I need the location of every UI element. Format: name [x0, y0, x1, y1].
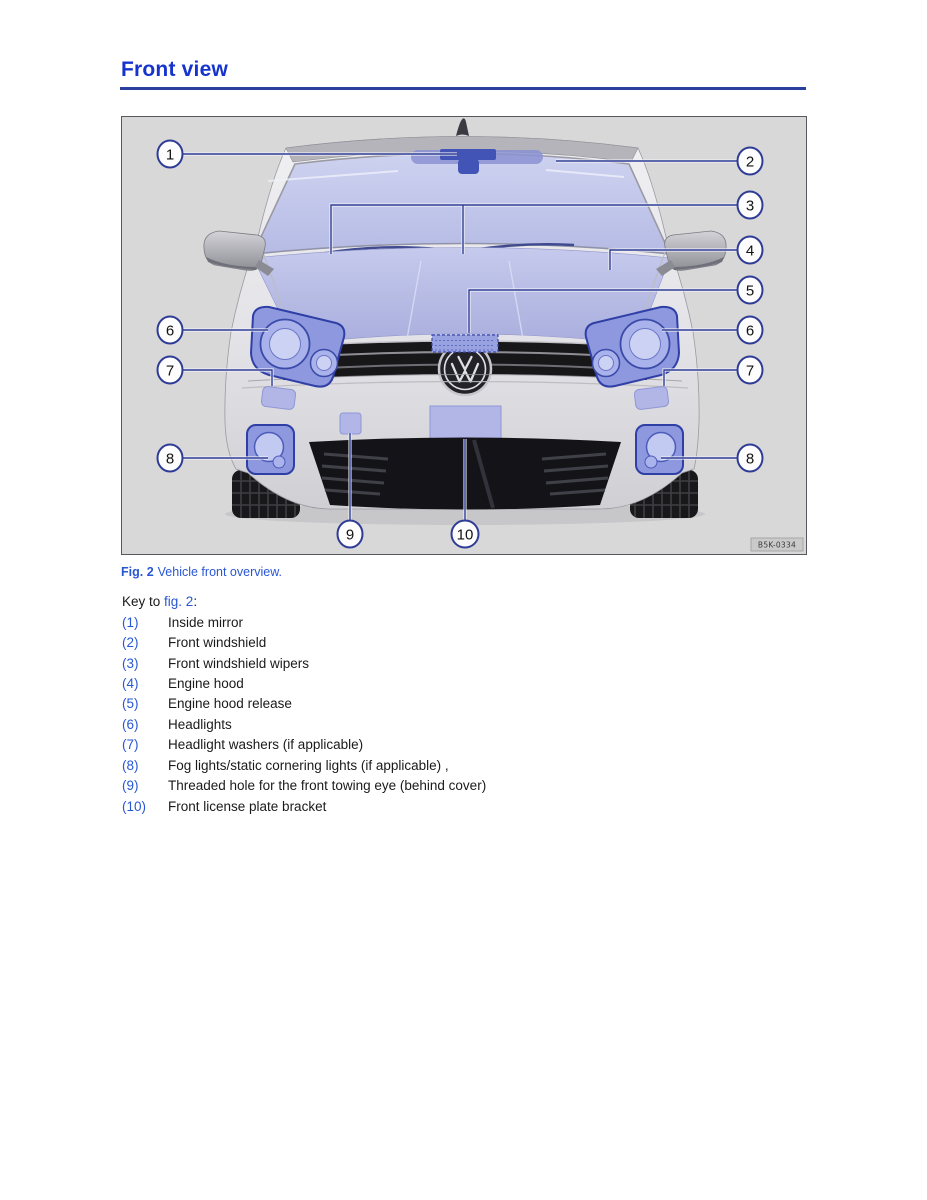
- key-item-row: [122, 694, 682, 714]
- key-item-row: [122, 796, 682, 816]
- callout-2: [738, 148, 763, 175]
- callout-8-left: [158, 445, 183, 472]
- key-item-label: Threaded hole for the front towing eye (behind cover): [168, 778, 487, 794]
- headlight-washer-right: [634, 386, 669, 410]
- key-item-label: Engine hood: [168, 676, 244, 692]
- callout-7-right: [738, 357, 763, 384]
- key-item-label: Front windshield: [168, 635, 267, 651]
- figure-caption: [121, 565, 282, 579]
- callout-10: [452, 521, 479, 548]
- callout-6-left: [158, 317, 183, 344]
- svg-text:3: 3: [745, 197, 755, 215]
- key-item-number[interactable]: (7): [122, 737, 139, 753]
- headlight-washer-left: [261, 386, 296, 410]
- key-item-number[interactable]: (4): [122, 676, 139, 692]
- antenna-icon: [456, 118, 469, 136]
- key-intro: [122, 594, 197, 609]
- figure-reference-link[interactable]: fig. 2: [164, 594, 194, 609]
- key-item-number[interactable]: (2): [122, 635, 139, 651]
- key-list: [122, 612, 682, 816]
- key-item-number[interactable]: (10): [122, 798, 147, 814]
- license-plate-bracket: [430, 406, 501, 439]
- fog-light-right: [636, 425, 683, 474]
- svg-text:6: 6: [165, 322, 175, 340]
- key-item-row: [122, 714, 682, 734]
- svg-text:4: 4: [745, 242, 755, 260]
- svg-text:8: 8: [165, 450, 175, 468]
- side-mirror-left: [204, 231, 274, 276]
- key-item-row: [122, 612, 682, 632]
- key-item-number[interactable]: (6): [122, 716, 139, 732]
- key-item-row: [122, 735, 682, 755]
- svg-text:1: 1: [165, 146, 175, 164]
- key-item-label: Front windshield wipers: [168, 655, 310, 671]
- svg-text:10: 10: [456, 526, 474, 544]
- callout-9: [338, 521, 363, 548]
- key-intro-prefix: Key to: [122, 594, 165, 609]
- key-item-row: [122, 653, 682, 673]
- svg-text:9: 9: [345, 526, 355, 544]
- key-item-number[interactable]: (3): [122, 655, 139, 671]
- key-item-number[interactable]: (5): [122, 696, 139, 712]
- key-item-label: Headlight washers (if applicable): [168, 737, 364, 753]
- key-item-number[interactable]: (8): [122, 757, 139, 773]
- towing-eye-cover: [340, 413, 361, 434]
- key-item-label: Fog lights/static cornering lights (if applicable) ,: [168, 757, 449, 773]
- svg-text:5: 5: [745, 282, 755, 300]
- svg-text:B5K-0334: B5K-0334: [757, 540, 797, 550]
- callout-1: [158, 141, 183, 168]
- svg-text:2: 2: [745, 153, 755, 171]
- svg-text:8: 8: [745, 450, 755, 468]
- key-item-label: Engine hood release: [168, 696, 292, 712]
- svg-text:6: 6: [745, 322, 755, 340]
- callout-5: [738, 277, 763, 304]
- callout-3: [738, 192, 763, 219]
- fog-light-left: [247, 425, 294, 474]
- figure-caption-label: Fig. 2: [121, 565, 154, 579]
- key-item-number[interactable]: (9): [122, 778, 139, 794]
- key-intro-suffix: :: [193, 594, 198, 609]
- callout-8-right: [738, 445, 763, 472]
- vehicle-front-illustration: [122, 117, 806, 554]
- vehicle-front-figure: [121, 116, 807, 555]
- key-item-row: [122, 673, 682, 693]
- key-item-label: Inside mirror: [168, 614, 244, 630]
- callout-6-right: [738, 317, 763, 344]
- engine-hood-release-highlight: [432, 335, 498, 352]
- side-mirror-right: [656, 231, 726, 276]
- page-title: Front view: [121, 58, 229, 81]
- key-item-row: [122, 632, 682, 652]
- title-rule: [120, 87, 806, 90]
- key-item-number[interactable]: (1): [122, 614, 139, 630]
- callout-7-left: [158, 357, 183, 384]
- key-item-row: [122, 776, 682, 796]
- svg-text:7: 7: [165, 362, 175, 380]
- key-item-label: Headlights: [168, 716, 232, 732]
- callout-4: [738, 237, 763, 264]
- svg-text:7: 7: [745, 362, 755, 380]
- image-code-label: [751, 538, 803, 551]
- key-item-row: [122, 755, 682, 775]
- figure-caption-text: Vehicle front overview.: [157, 565, 283, 579]
- key-item-label: Front license plate bracket: [168, 798, 327, 814]
